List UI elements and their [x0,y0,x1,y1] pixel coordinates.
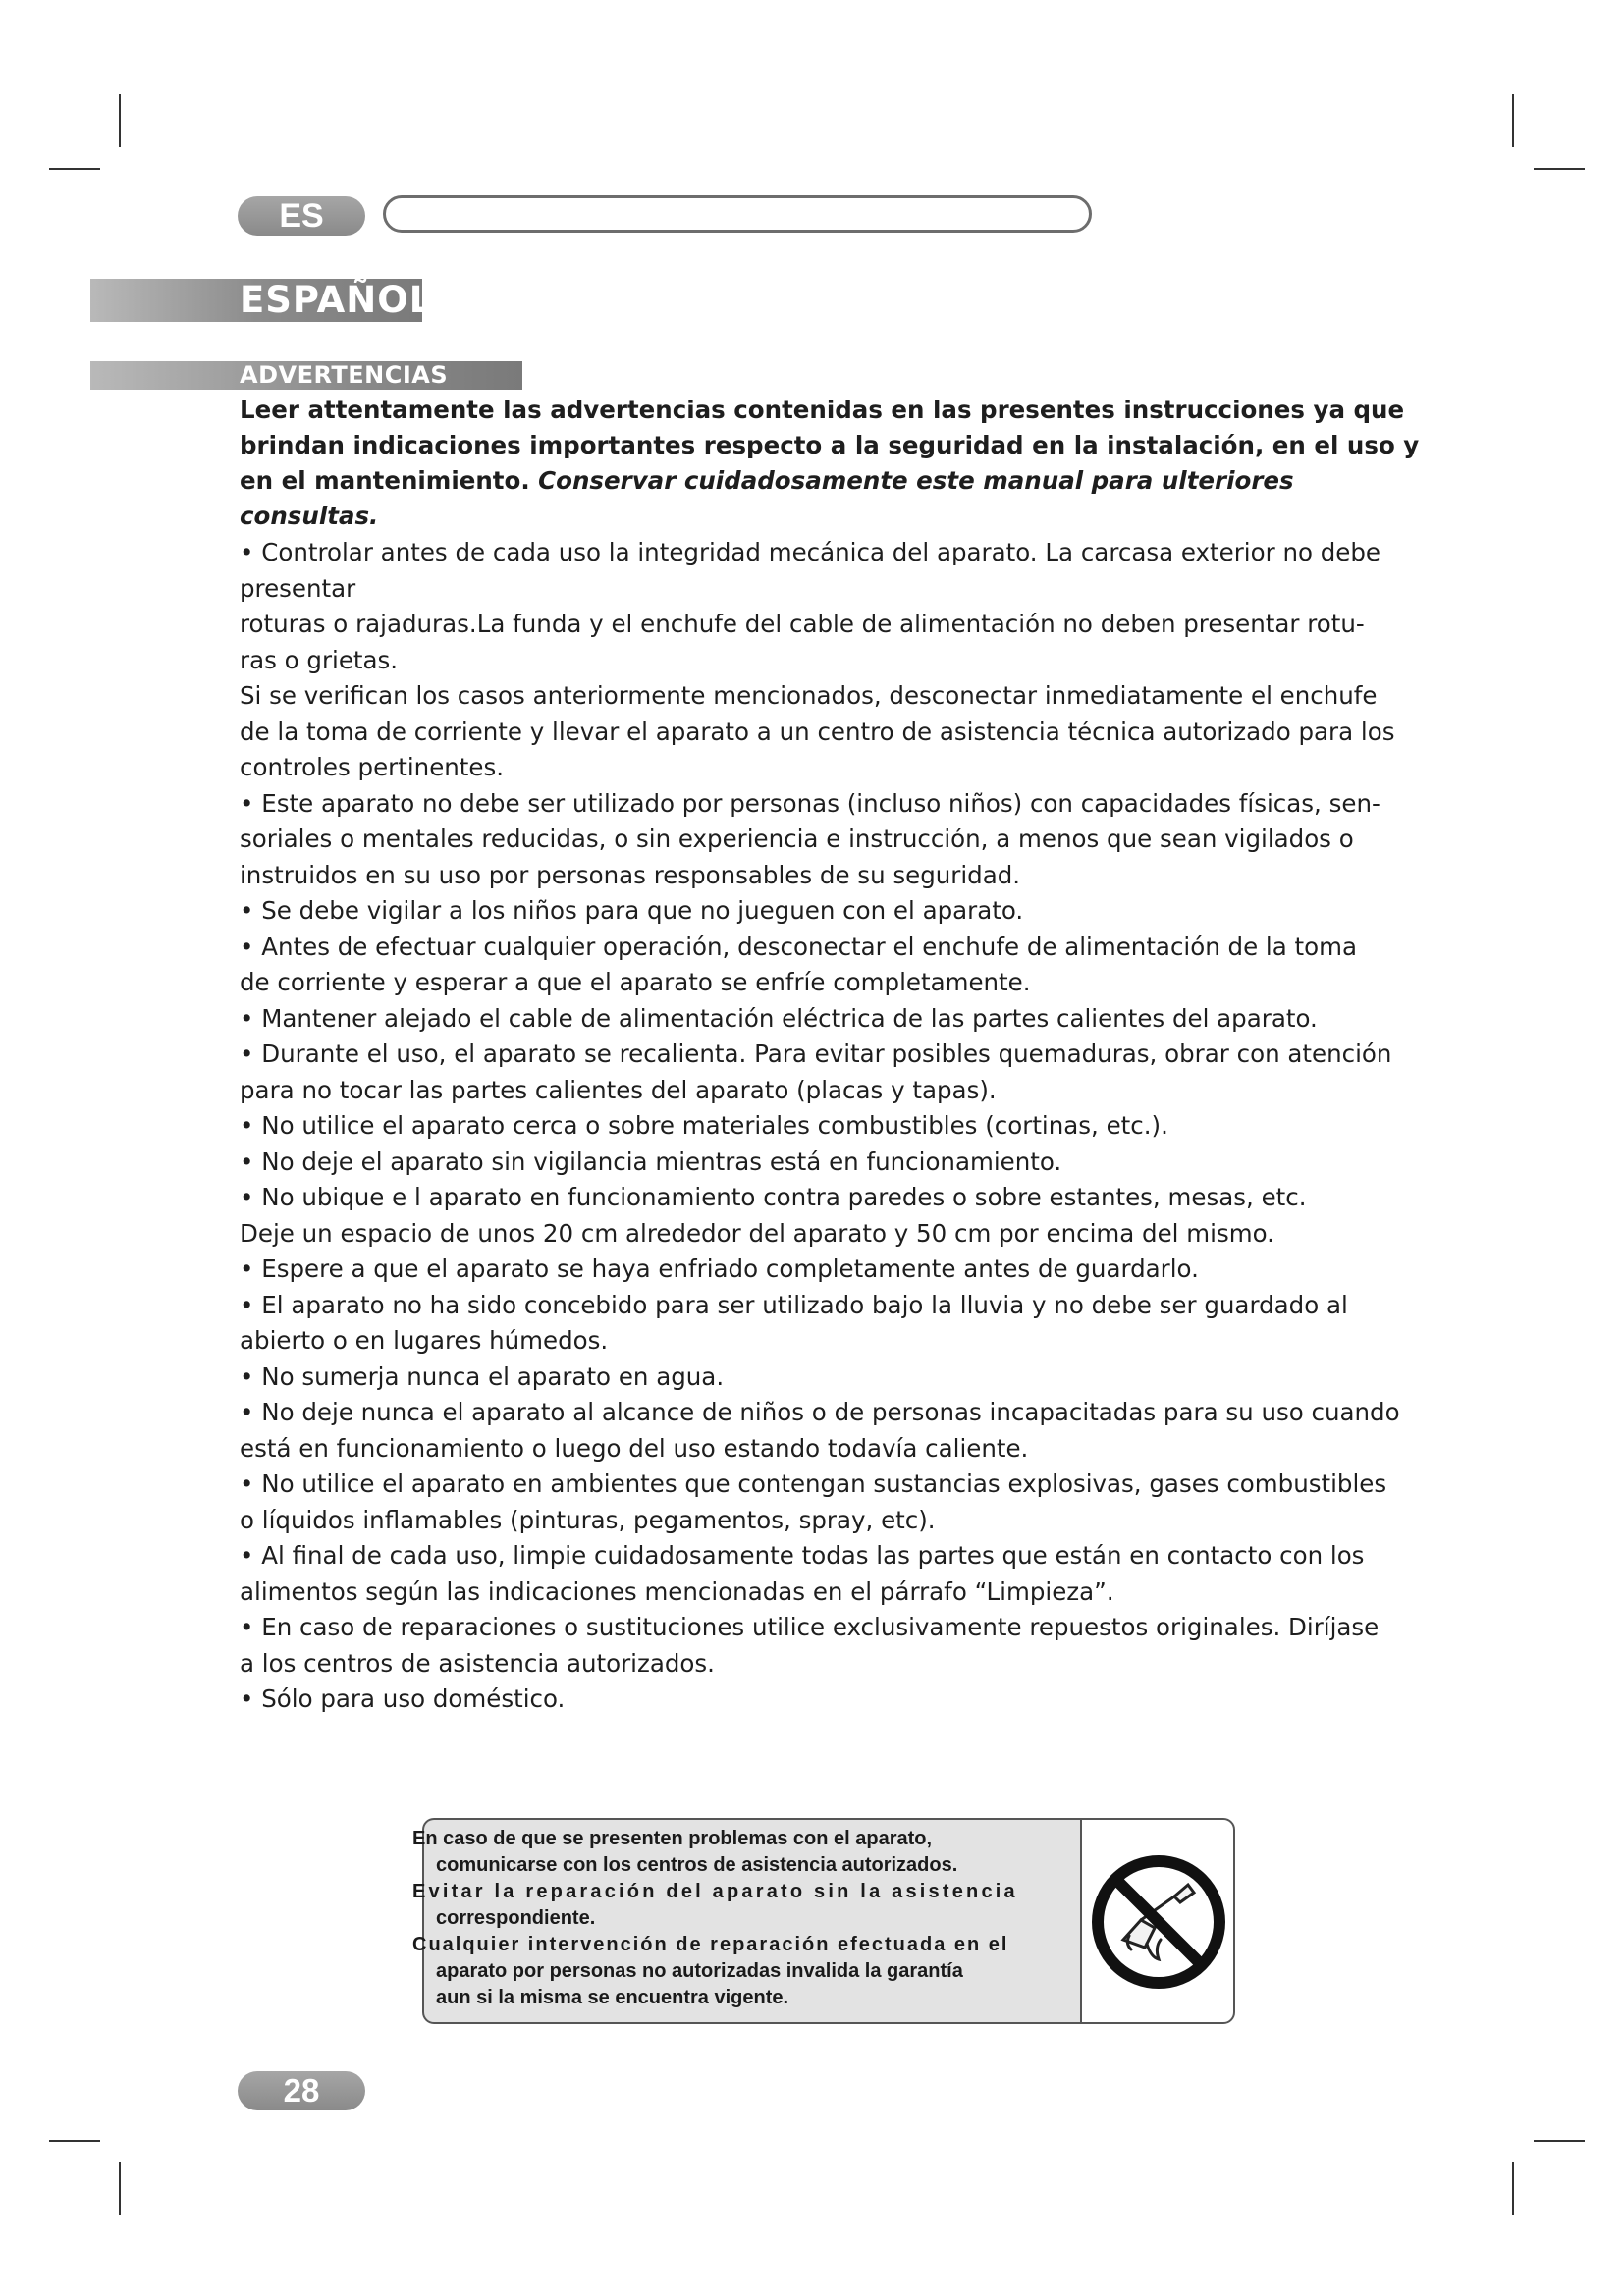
body-line: Si se verifican los casos anteriormente mencionados, desconectar inmediatamente el enchufe [240,681,1378,710]
warning-line: aun si la misma se encuentra vigente. [436,1987,789,2008]
subsection-title: ADVERTENCIAS [240,361,449,389]
body-line: abierto o en lugares húmedos. [240,1326,609,1355]
page-number: 28 [238,2071,365,2110]
body-line: • Durante el uso, el aparato se recalienta. Para evitar posibles quemaduras, obrar con atención [240,1040,1392,1068]
body-line: • Este aparato no debe ser utilizado por personas (incluso niños) con capacidades físicas, sen- [240,788,1380,818]
body-line: • Mantener alejado el cable de alimentación eléctrica de las partes calientes del aparato. [240,1003,1318,1033]
header-bar [383,195,1092,233]
body-line: para no tocar las partes calientes del aparato (placas y tapas). [240,1075,997,1104]
warning-line: aparato por personas no autorizadas invalida la garantía [436,1960,963,1982]
no-repair-prohibition-icon [1086,1849,1231,1995]
section-title-bar [90,279,434,322]
body-line: • El aparato no ha sido concebido para ser utilizado bajo la lluvia y no debe ser guardado al [240,1290,1348,1319]
body-line: presentar [240,573,356,603]
body-line: • Al final de cada uso, limpie cuidadosamente todas las partes que están en contacto con los [240,1541,1365,1570]
body-line: • Se debe vigilar a los niños para que no jueguen con el aparato. [240,896,1024,925]
body-line: • Controlar antes de cada uso la integridad mecánica del aparato. La carcasa exterior no debe [240,538,1381,566]
crop-mark-top-left-h [49,168,100,170]
body-line: soriales o mentales reducidas, o sin experiencia e instrucción, a menos que sean vigilados o [240,825,1354,853]
body-line: alimentos según las indicaciones mencionadas en el párrafo “Limpieza”. [240,1576,1114,1606]
intro-bold-text: Leer attentamente las advertencias contenidas en las presentes instrucciones ya que brindan indicaciones importantes respecto a la seguridad en la instalación, en el uso y en el mantenimiento. [240,396,1420,495]
warning-line: Cualquier intervención de reparación efectuada en el [412,1934,1009,1955]
body-line: Deje un espacio de unos 20 cm alrededor del aparato y 50 cm por encima del mismo. [240,1218,1274,1248]
body-line: • No ubique e l aparato en funcionamiento contra paredes o sobre estantes, mesas, etc. [240,1183,1307,1211]
body-line: o líquidos inflamables (pinturas, pegamentos, spray, etc). [240,1505,936,1534]
intro-paragraph [240,393,1428,534]
language-tab: ES [238,196,365,236]
body-line: de la toma de corriente y llevar el aparato a un centro de asistencia técnica autorizado para los [240,717,1395,746]
warning-line: comunicarse con los centros de asistencia autorizados. [436,1854,958,1876]
intro-italic-text: Conservar cuidadosamente este manual para ulteriores consultas. [240,466,1294,530]
crop-mark-bottom-left-h [49,2140,100,2142]
body-line: controles pertinentes. [240,753,505,781]
crop-mark-bottom-left-v [119,2162,121,2215]
body-line: • Espere a que el aparato se haya enfriado completamente antes de guardarlo. [240,1255,1199,1283]
warnings-body [240,535,1428,1718]
warning-line: En caso de que se presenten problemas con el aparato, [412,1828,933,1849]
body-line: • Sólo para uso doméstico. [240,1684,566,1713]
crop-mark-top-right-h [1534,168,1585,170]
icon-box [1080,1818,1235,2024]
warning-line: correspondiente. [436,1907,596,1929]
body-line: • En caso de reparaciones o sustituciones utilice exclusivamente repuestos originales. Diríjase [240,1613,1380,1641]
warning-line: Evitar la reparación del aparato sin la asistencia [412,1881,1018,1902]
body-line: • No deje nunca el aparato al alcance de niños o de personas incapacitadas para su uso cuando [240,1398,1400,1426]
body-line: instruidos en su uso por personas responsables de su seguridad. [240,860,1021,889]
body-line: está en funcionamiento o luego del uso estando todavía caliente. [240,1433,1029,1463]
crop-mark-bottom-right-h [1534,2140,1585,2142]
body-line: • Antes de efectuar cualquier operación, desconectar el enchufe de alimentación de la toma [240,932,1358,961]
warning-text [412,1826,1080,2011]
body-line: • No sumerja nunca el aparato en agua. [240,1362,725,1391]
crop-mark-top-left-v [119,94,121,147]
body-line: • No utilice el aparato en ambientes que contengan sustancias explosivas, gases combustibles [240,1469,1387,1498]
crop-mark-bottom-right-v [1512,2162,1514,2215]
body-line: de corriente y esperar a que el aparato se enfríe completamente. [240,968,1031,996]
section-title: ESPAÑOL [240,279,434,321]
crop-mark-top-right-v [1512,94,1514,147]
body-line: • No deje el aparato sin vigilancia mientras está en funcionamiento. [240,1147,1062,1176]
subsection-title-bar [90,361,522,390]
body-line: • No utilice el aparato cerca o sobre materiales combustibles (cortinas, etc.). [240,1111,1168,1140]
body-line: roturas o rajaduras.La funda y el enchufe del cable de alimentación no deben presentar rotu- [240,610,1365,638]
body-line: ras o grietas. [240,645,399,674]
body-line: a los centros de asistencia autorizados. [240,1648,715,1678]
